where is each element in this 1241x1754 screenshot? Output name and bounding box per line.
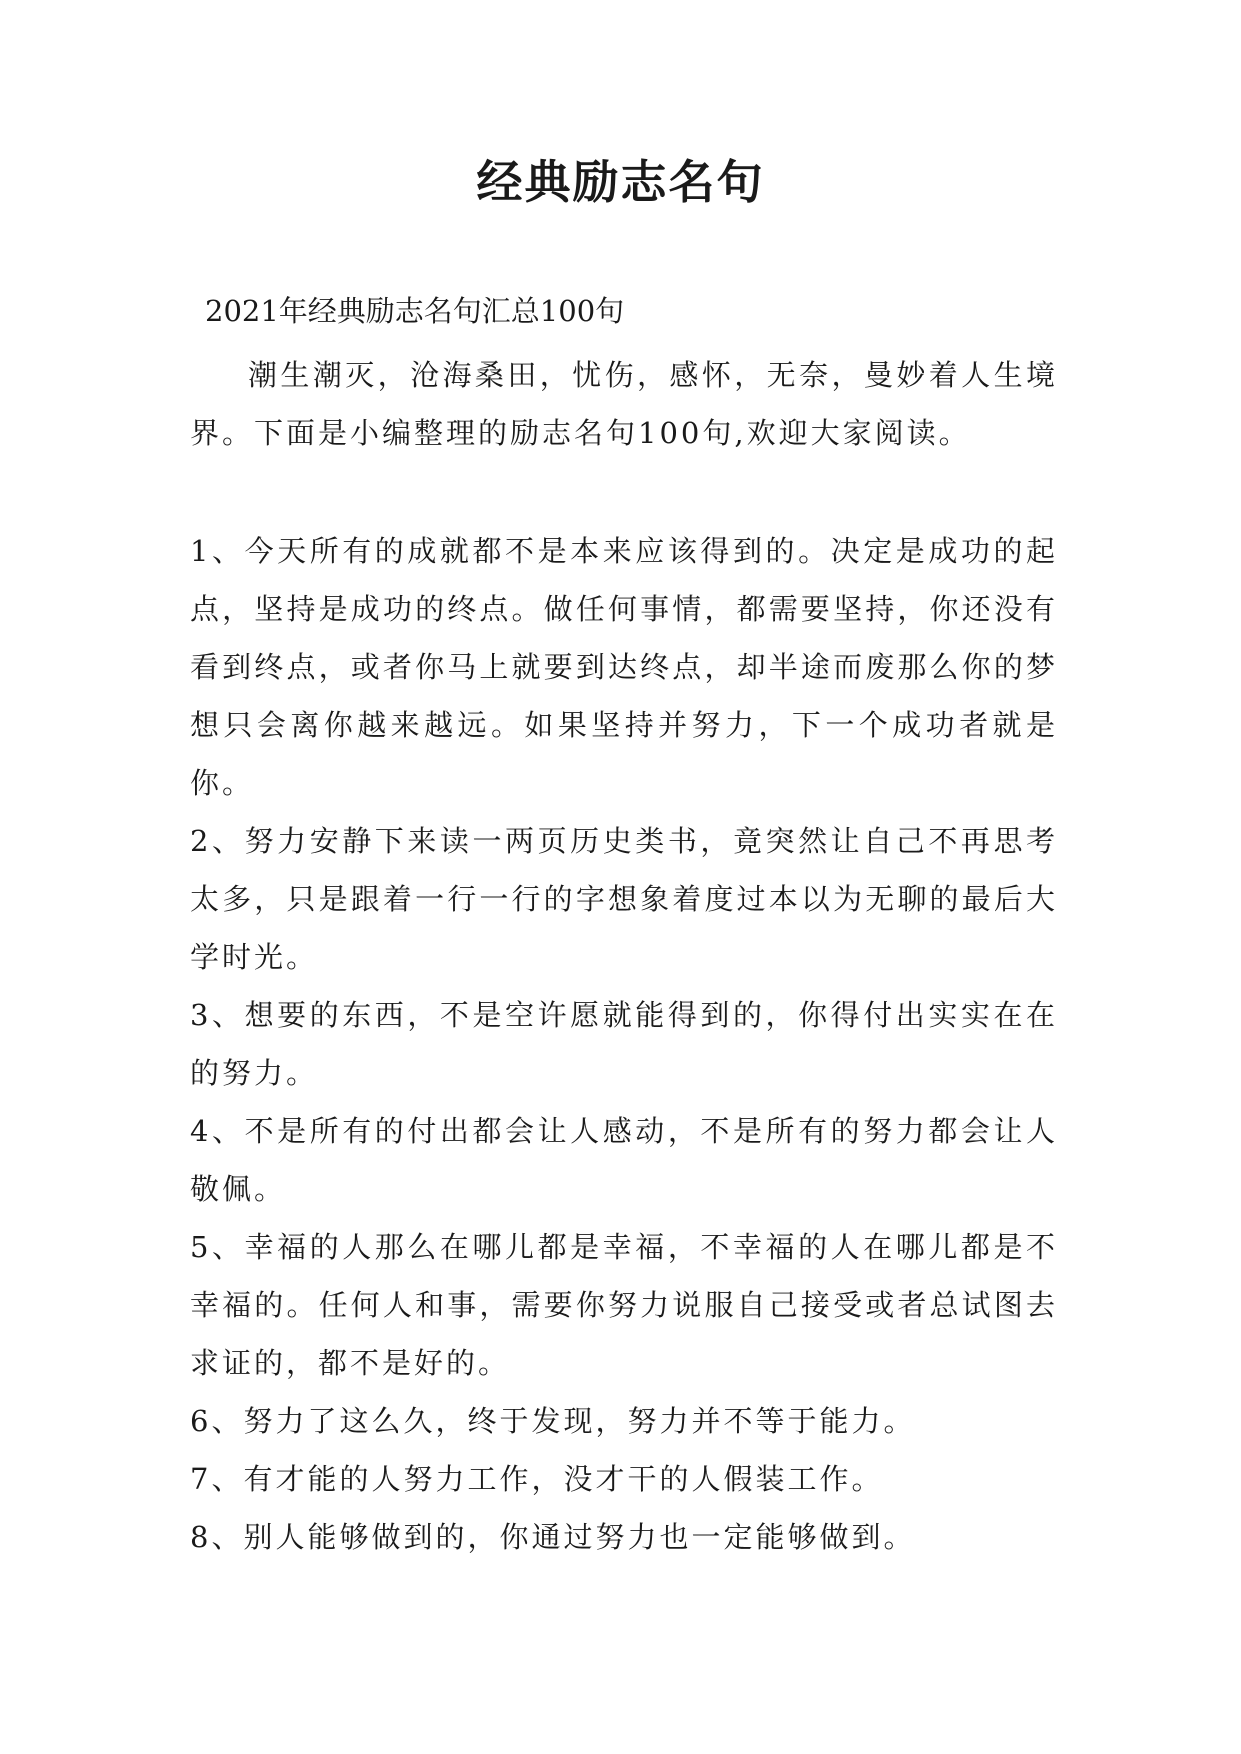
quote-item: 3、想要的东西，不是空许愿就能得到的，你得付出实实在在的努力。 <box>190 998 1058 1090</box>
quote-item: 5、幸福的人那么在哪儿都是幸福，不幸福的人在哪儿都是不幸福的。任何人和事，需要你努力说服自己接受或者总试图去求证的，都不是好的。 <box>190 1230 1058 1380</box>
document-title: 经典励志名句 <box>476 155 765 209</box>
quote-item: 6、努力了这么久，终于发现，努力并不等于能力。 <box>190 1404 916 1438</box>
quote-item: 4、不是所有的付出都会让人感动，不是所有的努力都会让人敬佩。 <box>190 1114 1058 1206</box>
document-subtitle: 2021年经典励志名句汇总100句 <box>205 294 625 328</box>
quote-item: 7、有才能的人努力工作，没才干的人假装工作。 <box>190 1462 884 1496</box>
quotes-list <box>190 522 1058 1566</box>
intro-paragraph: 潮生潮灭，沧海桑田，忧伤，感怀，无奈，曼妙着人生境界。下面是小编整理的励志名句100句,欢迎大家阅读。 <box>190 358 1058 450</box>
quote-item: 2、努力安静下来读一两页历史类书，竟突然让自己不再思考太多，只是跟着一行一行的字想象着度过本以为无聊的最后大学时光。 <box>190 824 1058 974</box>
quote-item: 8、别人能够做到的，你通过努力也一定能够做到。 <box>190 1520 916 1554</box>
quote-item: 1、今天所有的成就都不是本来应该得到的。决定是成功的起点，坚持是成功的终点。做任何事情，都需要坚持，你还没有看到终点，或者你马上就要到达终点，却半途而废那么你的梦想只会离你越来越远。如果坚持并努力，下一个成功者就是你。 <box>190 534 1058 800</box>
